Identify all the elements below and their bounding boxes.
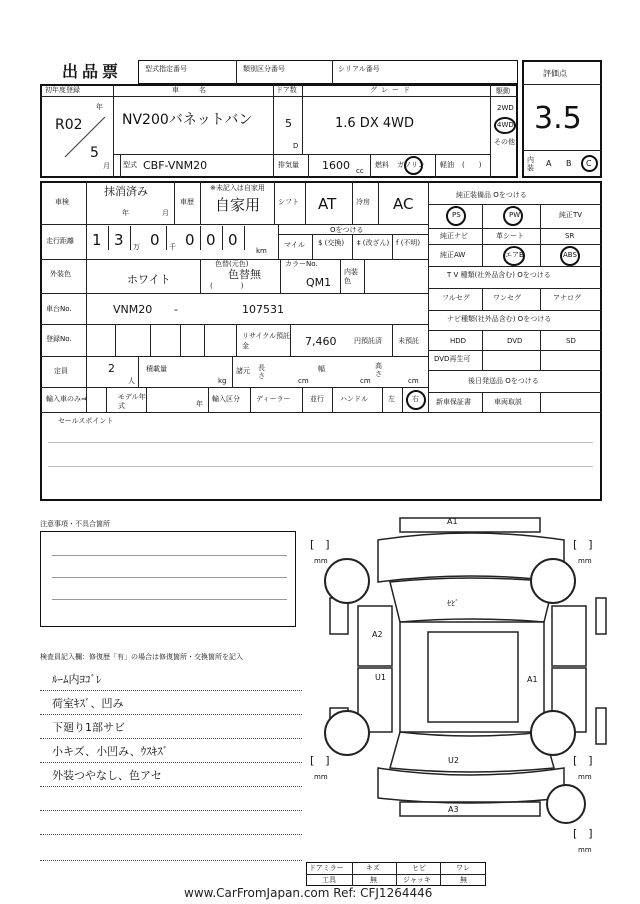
inspection-month: 月 <box>162 209 169 217</box>
mileage-man: 万 <box>133 243 140 251</box>
tread-mm-fl: mm <box>314 557 328 565</box>
type-approval-label: 型式指定番号 <box>145 65 187 73</box>
legend-jack: ジャッキ <box>403 876 431 884</box>
model-label: 型式 <box>123 161 137 169</box>
navi-header: ナビ種類(社外品含む) Oをつける <box>447 315 552 323</box>
legend-crack: ヒビ <box>412 864 426 872</box>
legend-break: ワレ <box>456 864 470 872</box>
mileage-digit-1: 1 <box>92 231 102 249</box>
color: ホワイト <box>127 273 171 286</box>
mark-right-door: A1 <box>527 675 538 684</box>
capacity-unit: 人 <box>128 377 135 385</box>
length-unit: cm <box>298 377 309 385</box>
inspector-label: 検査員記入欄：修復歴「有」の場合は修復箇所・交換箇所を記入 <box>40 653 243 661</box>
model: CBF-VNM20 <box>143 159 208 172</box>
tread-bracket-rl: [ ] <box>310 754 330 767</box>
dims-label: 諸元 <box>236 367 250 375</box>
reg-no-label: 登録No. <box>46 335 72 343</box>
drive-4wd: 4WD <box>497 121 514 129</box>
tread-bracket-fl: [ ] <box>310 538 330 551</box>
displacement-unit: cc <box>356 167 364 175</box>
mark-front-bumper: A1 <box>447 517 458 526</box>
caution-label: 注意事項・不具合箇所 <box>40 520 110 528</box>
door-label: ドア数 <box>276 86 297 94</box>
interior-b: B <box>566 159 572 168</box>
length-label: 長さ <box>258 364 265 380</box>
first-reg-label: 初年度登録 <box>45 86 80 94</box>
mark-rear: U2 <box>448 756 459 765</box>
caution-box <box>40 531 296 627</box>
wheel-front-right <box>530 558 576 604</box>
equip-airbag: エアB <box>505 251 524 259</box>
model-year-label: モデル年式 <box>118 393 146 410</box>
equip-pw-circle <box>503 206 523 226</box>
drive-4wd-circle <box>494 117 516 134</box>
tv-header: T V 種類(社外品含む) Oをつける <box>447 271 551 279</box>
recycle-paid: 円預託済 <box>354 337 382 345</box>
recycle: 7,460 <box>305 335 337 348</box>
import-type-label: 輸入区分 <box>212 395 240 403</box>
navi-sd: SD <box>566 337 576 345</box>
interior-a: A <box>546 159 552 168</box>
repaint-label: 色替(元色) <box>215 260 249 268</box>
mileage-km: km <box>256 247 267 255</box>
history-label: 車歴 <box>180 198 194 206</box>
tv-oneseg: ワンセグ <box>493 294 521 302</box>
note-line-2: 荷室ｷｽﾞ、凹み <box>52 697 124 710</box>
handle-right: 右 <box>412 395 419 403</box>
grade-field-label: グレード <box>370 86 414 94</box>
navi-hdd: HDD <box>450 337 467 345</box>
handle-right-circle <box>406 390 426 410</box>
note-line-5: 外装つやなし、色アセ <box>52 769 162 782</box>
mileage-digit-5: 0 <box>206 231 216 249</box>
tread-bracket-spare: [ ] <box>573 827 593 840</box>
color-label: 外装色 <box>50 270 71 278</box>
wheel-front-left <box>324 558 370 604</box>
reg-year: R02 <box>55 117 83 133</box>
meter-opt-exchange: $ (交換) <box>318 239 345 247</box>
equip-abs: ABS <box>563 251 577 259</box>
diesel-label: 軽油 <box>440 161 454 169</box>
tread-bracket-rr: [ ] <box>573 754 593 767</box>
tread-mm-spare: mm <box>578 846 592 854</box>
history-note: ※未記入は自家用 <box>210 184 265 192</box>
inspection: 抹消済み <box>104 185 148 198</box>
note-line-1: ﾙｰﾑ内ﾖｺﾞﾚ <box>52 673 102 686</box>
chassis-label: 車台No. <box>46 305 72 313</box>
later-manual: 車両取説 <box>494 398 522 406</box>
car-name-label: 車名 <box>172 86 226 94</box>
equip-leather: 革シート <box>496 232 524 240</box>
dvd-playable: DVD再生可 <box>434 355 471 363</box>
equip-header: 純正装備品 Oをつける <box>456 191 527 199</box>
mark-rear-bumper: A3 <box>448 805 459 814</box>
mileage-sen: 千 <box>169 243 176 251</box>
handle-label: ハンドル <box>340 395 368 403</box>
navi-dvd: DVD <box>507 337 523 345</box>
color-no: QM1 <box>306 276 332 289</box>
fuel-gasoline: ガソリン <box>397 161 425 169</box>
door-suffix: D <box>293 142 299 150</box>
recycle-label: リサイクル預託金 <box>242 332 291 350</box>
reg-month: 5 <box>90 145 99 161</box>
legend-mirror: ドアミラー <box>309 864 344 872</box>
legend-tools: 工具 <box>322 876 336 884</box>
import-label: 輸入車のみ⇒ <box>46 395 87 403</box>
mark-left-door: U1 <box>375 673 386 682</box>
serial-label: シリアル番号 <box>338 65 380 73</box>
grade-score: 3.5 <box>534 101 582 136</box>
chassis-prefix: VNM20 <box>113 303 153 316</box>
equip-ps-circle <box>446 206 466 226</box>
fuel-circle <box>404 156 423 175</box>
ac: AC <box>393 195 414 213</box>
mark-windshield: ｾﾋﾞ <box>447 599 459 608</box>
car-name: NV200バネットバン <box>122 112 253 128</box>
chassis-no: 107531 <box>242 303 284 316</box>
displacement: 1600 <box>322 159 350 172</box>
serial-fields-box <box>138 60 518 84</box>
displacement-label: 排気量 <box>278 161 299 169</box>
mile-label: マイル <box>284 241 305 249</box>
recycle-unpaid: 未預託 <box>398 337 419 345</box>
meter-opt-unknown: f (不明) <box>396 239 421 247</box>
height-label: 高さ <box>375 362 382 378</box>
legend-scratch: キズ <box>366 864 380 872</box>
chassis-dash: - <box>174 303 178 316</box>
ac-label: 冷房 <box>356 198 370 206</box>
equip-tv: 純正TV <box>559 211 583 219</box>
legend-jack-value: 無 <box>460 876 467 884</box>
equip-pw: PW <box>509 211 521 219</box>
grade: 1.6 DX 4WD <box>335 116 414 131</box>
category-label: 類別区分番号 <box>243 65 285 73</box>
mileage-digit-6: 0 <box>228 231 238 249</box>
tv-fullseg: フルセグ <box>442 294 470 302</box>
tread-bracket-fr: [ ] <box>573 538 593 551</box>
doors: 5 <box>285 117 292 130</box>
later-header: 後日発送品 Oをつける <box>468 377 539 385</box>
year-unit: 年 <box>96 103 103 111</box>
tv-analog: アナログ <box>553 294 581 302</box>
mileage-digit-4: 0 <box>185 231 195 249</box>
equip-aw: 純正AW <box>440 251 466 259</box>
inspection-label: 車検 <box>55 198 69 206</box>
repaint: 色替無 <box>228 268 261 281</box>
grade-score-label: 評価点 <box>543 69 567 78</box>
reg-slash <box>60 112 110 162</box>
shift: AT <box>318 195 337 213</box>
repaint-paren: ( ) <box>210 282 244 290</box>
inspection-year: 年 <box>122 209 129 217</box>
equip-ps: PS <box>452 211 461 219</box>
equip-sr: SR <box>565 232 575 240</box>
int-color-label: 内装色 <box>344 268 358 285</box>
tread-mm-rr: mm <box>578 773 592 781</box>
drive-label: 駆動 <box>496 87 510 95</box>
month-unit: 月 <box>103 162 110 170</box>
fuel-label: 燃料 <box>375 161 389 169</box>
drive-2wd: 2WD <box>497 104 514 112</box>
equip-airbag-circle <box>503 246 525 266</box>
equip-navi: 純正ナビ <box>440 232 468 240</box>
mileage-digit-2: 3 <box>114 231 124 249</box>
load-label: 積載量 <box>146 365 167 373</box>
tread-mm-fr: mm <box>578 557 592 565</box>
load-unit: kg <box>218 377 227 385</box>
watermark: www.CarFromJapan.com Ref: CFJ1264446 <box>184 886 433 900</box>
note-line-3: 下廻り1部サビ <box>52 721 125 734</box>
interior-label: 内装 <box>527 156 534 172</box>
drive-other: その他 <box>494 138 515 146</box>
spare-wheel <box>546 784 586 824</box>
height-unit: cm <box>408 377 419 385</box>
equip-abs-circle <box>560 246 580 266</box>
width-label: 幅 <box>318 365 325 373</box>
legend-tools-value: 無 <box>370 876 377 884</box>
form-title: 出品票 <box>62 62 123 81</box>
tread-mm-rl: mm <box>314 773 328 781</box>
history: 自家用 <box>215 196 261 214</box>
handle-left: 左 <box>388 395 395 403</box>
wheel-rear-right <box>530 710 576 756</box>
wheel-rear-left <box>324 710 370 756</box>
note-line-4: 小キズ、小凹み、ｳｽｷｽﾞ <box>52 745 169 758</box>
mark-left-fender: A2 <box>372 630 383 639</box>
width-unit: cm <box>360 377 371 385</box>
mileage-label: 走行距離 <box>46 237 74 245</box>
import-parallel: 並行 <box>310 395 324 403</box>
capacity-label: 定員 <box>54 367 68 375</box>
diesel-paren: ( ) <box>462 161 482 169</box>
capacity: 2 <box>108 362 115 375</box>
interior-c-circle <box>581 155 598 172</box>
meter-circle-note: Oをつける <box>330 226 364 234</box>
model-year-unit: 年 <box>196 400 203 408</box>
interior-c: C <box>586 159 592 168</box>
sales-point-label: セールスポイント <box>58 417 114 425</box>
later-warranty: 新車保証書 <box>436 398 471 406</box>
import-dealer: ディーラー <box>256 395 291 403</box>
color-no-label: カラーNo. <box>285 260 318 268</box>
shift-label: シフト <box>278 198 299 206</box>
meter-opt-tamper: ‡ (改ざん) <box>357 239 390 247</box>
mileage-digit-3: 0 <box>150 231 160 249</box>
